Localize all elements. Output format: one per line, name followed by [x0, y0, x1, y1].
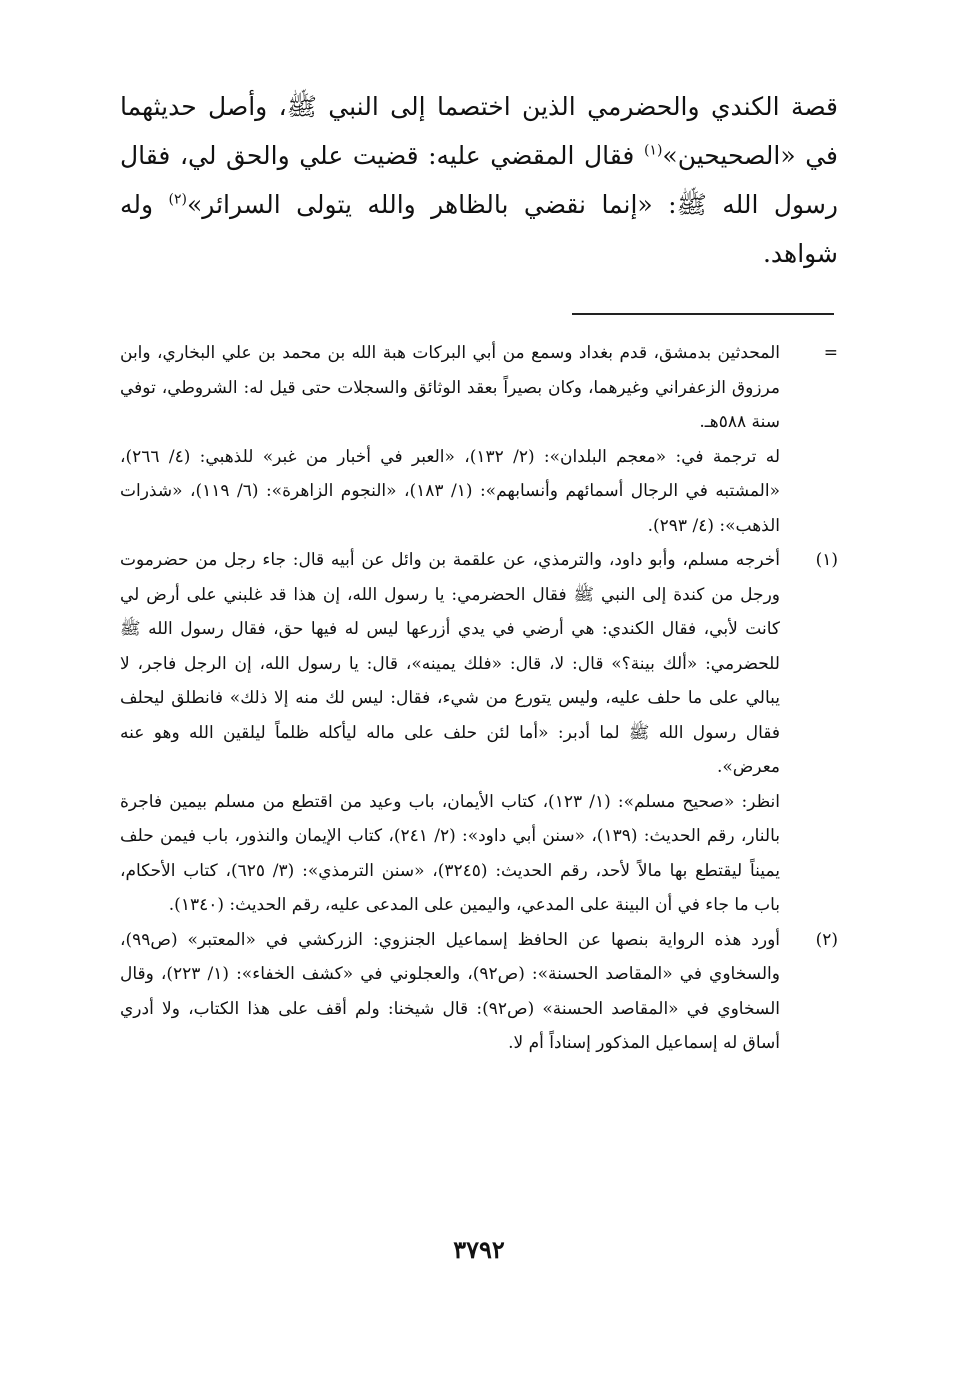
footnote-continued-marker: =: [823, 343, 838, 363]
footnote-continued: [120, 336, 838, 543]
footnote-paragraph: أخرجه مسلم، وأبو داود، والترمذي، عن علقمة بن وائل عن أبيه قال: جاء رجل من حضرموت ورجل من كندة إلى النبي ﷺ فقال الحضرمي: يا رسول الله، إن هذا قد غلبني على أرض لي كانت لأبي، فقال الكندي: هي أرضي في يدي أزرعها ليس له فيها حق، فقال رسول الله ﷺ للحضرمي: «ألك بينة؟» قال: لا، قال: «فلك يمينه»، قال: يا رسول الله، إن الرجل فاجر، لا يبالي على ما حلف عليه، وليس يتورع من شيء، فقال: ليس لك منه إلا ذلك» فانطلق ليحلف فقال رسول الله ﷺ لما أدبر: «أما لئن حلف على ماله ليأكله ظلماً ليلقين الله وهو عنه معرض».: [120, 550, 780, 777]
main-text-block: [120, 82, 838, 278]
footnote-1-marker: (١): [815, 550, 838, 570]
page-number: ٣٧٩٢: [453, 1235, 505, 1264]
footnote-paragraph: له ترجمة في: «معجم البلدان»: (٢/ ١٣٢)، «العبر في أخبار من غبر» للذهبي: (٤/ ٢٦٦)، «المشتبه في الرجال أسمائهم وأنسابهم»: (١/ ١٨٣)، «النجوم الزاهرة»: (٦/ ١١٩)، «شذرات الذهب»: (٤/ ٢٩٣).: [120, 446, 780, 536]
footnote-continued-body: [120, 336, 780, 543]
footnote-1: [120, 543, 838, 923]
main-text-part-1: قصة الكندي والحضرمي الذين اختصما إلى النبي ﷺ، وأصل حديثهما في «الصحيحين»: [120, 92, 838, 170]
footnote-paragraph: انظر: «صحيح مسلم»: (١/ ١٢٣)، كتاب الأيمان، باب وعيد من اقتطع من مسلم بيمين فاجرة بالنار، رقم الحديث: (١٣٩)، «سنن أبي داود»: (٢/ ٢٤١)، كتاب الإيمان والنذور، باب فيمن حلف يميناً ليقتطع بها مالاً لأحد، رقم الحديث: (٣٢٤٥)، «سنن الترمذي»: (٣/ ٦٢٥)، كتاب الأحكام، باب ما جاء في أن البينة على المدعي، واليمين على المدعى عليه، رقم الحديث: (١٣٤٠).: [120, 791, 781, 915]
main-paragraph: [120, 82, 838, 278]
footnote-2: [120, 923, 838, 1061]
footnote-ref-2: (٢): [168, 191, 187, 208]
footnote-2-marker: (٢): [815, 929, 838, 950]
footnote-paragraph: أورد هذه الرواية بنصها عن الحافظ إسماعيل الجنزوي: الزركشي في «المعتبر» (ص٩٩)، والسخاوي في «المقاصد الحسنة»: (ص٩٢)، والعجلوني في «كشف الخفاء»: (١/ ٢٢٣)، وقال السخاوي في «المقاصد الحسنة» (ص٩٢): قال شيخنا: ولم أقف على هذا الكتاب، ولا أدري أساق له إسماعيل المذكور إسناداً أم لا.: [120, 929, 781, 1053]
footnote-2-body: [120, 923, 780, 1061]
main-text-part-3: وله شواهد.: [120, 190, 838, 268]
footnotes-block: [120, 336, 838, 1061]
footnote-1-body: [120, 543, 780, 923]
footnote-paragraph: المحدثين بدمشق، قدم بغداد وسمع من أبي البركات هبة الله بن محمد بن علي البخاري، وابن مرزوق الزعفراني وغيرهما، وكان بصيراً بعقد الوثائق والسجلات حتى قيل له: الشروطي، توفي سنة ٥٨٨هـ.: [120, 343, 780, 432]
main-text-part-2: فقال المقضي عليه: قضيت علي والحق لي، فقال رسول الله ﷺ: «إنما نقضي بالظاهر والله يتولى السرائر»: [120, 141, 838, 219]
footnote-ref-1: (١): [643, 142, 663, 159]
footnote-separator: [572, 313, 834, 315]
